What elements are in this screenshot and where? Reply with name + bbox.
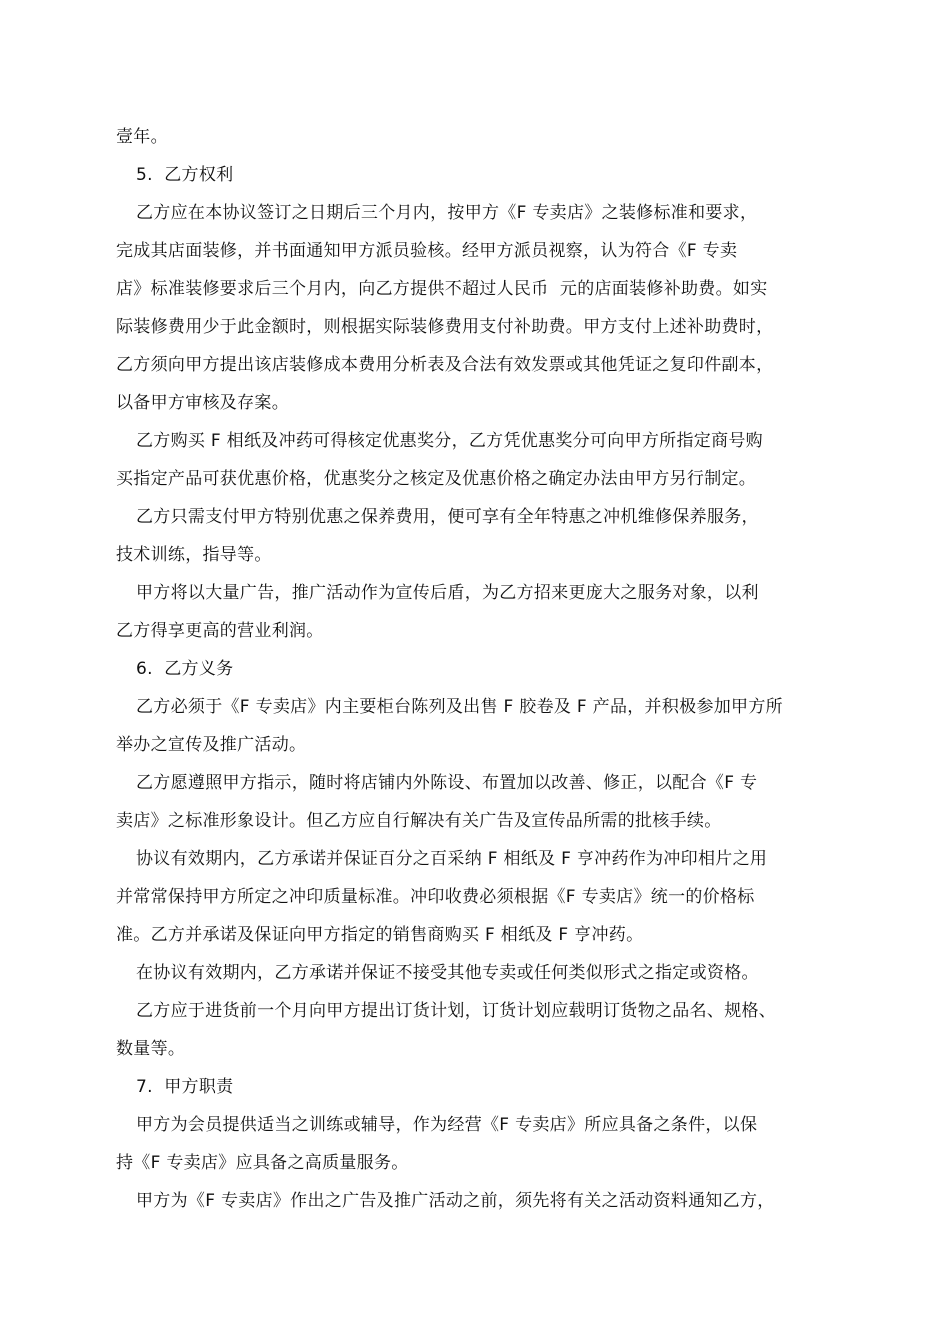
text-line: 并常常保持甲方所定之冲印质量标准。冲印收费必须根据《F 专卖店》统一的价格标 xyxy=(116,887,755,907)
text-line: 技术训练，指导等。 xyxy=(116,545,272,565)
text-line: 以备甲方审核及存案。 xyxy=(116,393,289,413)
text-line: 甲方为《F 专卖店》作出之广告及推广活动之前，须先将有关之活动资料通知乙方， xyxy=(136,1191,775,1211)
text-line: 甲方为会员提供适当之训练或辅导，作为经营《F 专卖店》所应具备之条件，以保 xyxy=(136,1115,758,1135)
text-line: 乙方应在本协议签订之日期后三个月内，按甲方《F 专卖店》之装修标准和要求， xyxy=(136,203,758,223)
text-line: 际装修费用少于此金额时，则根据实际装修费用支付补助费。甲方支付上述补助费时， xyxy=(116,317,774,337)
text-line: 举办之宣传及推广活动。 xyxy=(116,735,307,755)
text-line: 协议有效期内，乙方承诺并保证百分之百采纳 F 相纸及 F 亨冲药作为冲印相片之用 xyxy=(136,849,768,869)
text-line: 店》标准装修要求后三个月内，向乙方提供不超过人民币 元的店面装修补助费。如实 xyxy=(116,279,768,299)
text-line: 卖店》之标准形象设计。但乙方应自行解决有关广告及宣传品所需的批核手续。 xyxy=(116,811,722,831)
text-line: 乙方应于进货前一个月向甲方提出订货计划，订货计划应载明订货物之品名、规格、 xyxy=(136,1001,777,1021)
section-heading: 6. 乙方义务 xyxy=(136,659,234,679)
text-line: 壹年。 xyxy=(116,127,168,147)
text-line: 乙方得享更高的营业利润。 xyxy=(116,621,324,641)
text-line: 买指定产品可获优惠价格，优惠奖分之核定及优惠价格之确定办法由甲方另行制定。 xyxy=(116,469,757,489)
text-line: 乙方只需支付甲方特别优惠之保养费用，便可享有全年特惠之冲机维修保养服务， xyxy=(136,507,759,527)
text-line: 数量等。 xyxy=(116,1039,186,1059)
text-line: 乙方愿遵照甲方指示，随时将店铺内外陈设、布置加以改善、修正，以配合《F 专 xyxy=(136,773,758,793)
text-line: 完成其店面装修，并书面通知甲方派员验核。经甲方派员视察，认为符合《F 专卖 xyxy=(116,241,738,261)
text-line: 在协议有效期内，乙方承诺并保证不接受其他专卖或任何类似形式之指定或资格。 xyxy=(136,963,759,983)
text-line: 乙方必须于《F 专卖店》内主要柜台陈列及出售 F 胶卷及 F 产品，并积极参加甲方所 xyxy=(136,697,783,717)
text-line: 甲方将以大量广告，推广活动作为宣传后盾，为乙方招来更庞大之服务对象，以利 xyxy=(136,583,759,603)
text-line: 准。乙方并承诺及保证向甲方指定的销售商购买 F 相纸及 F 亨冲药。 xyxy=(116,925,644,945)
text-line: 乙方须向甲方提出该店装修成本费用分析表及合法有效发票或其他凭证之复印件副本， xyxy=(116,355,774,375)
section-heading: 7. 甲方职责 xyxy=(136,1077,234,1097)
text-line: 持《F 专卖店》应具备之高质量服务。 xyxy=(116,1153,409,1173)
section-heading: 5. 乙方权利 xyxy=(136,165,234,185)
text-line: 乙方购买 F 相纸及冲药可得核定优惠奖分，乙方凭优惠奖分可向甲方所指定商号购 xyxy=(136,431,763,451)
